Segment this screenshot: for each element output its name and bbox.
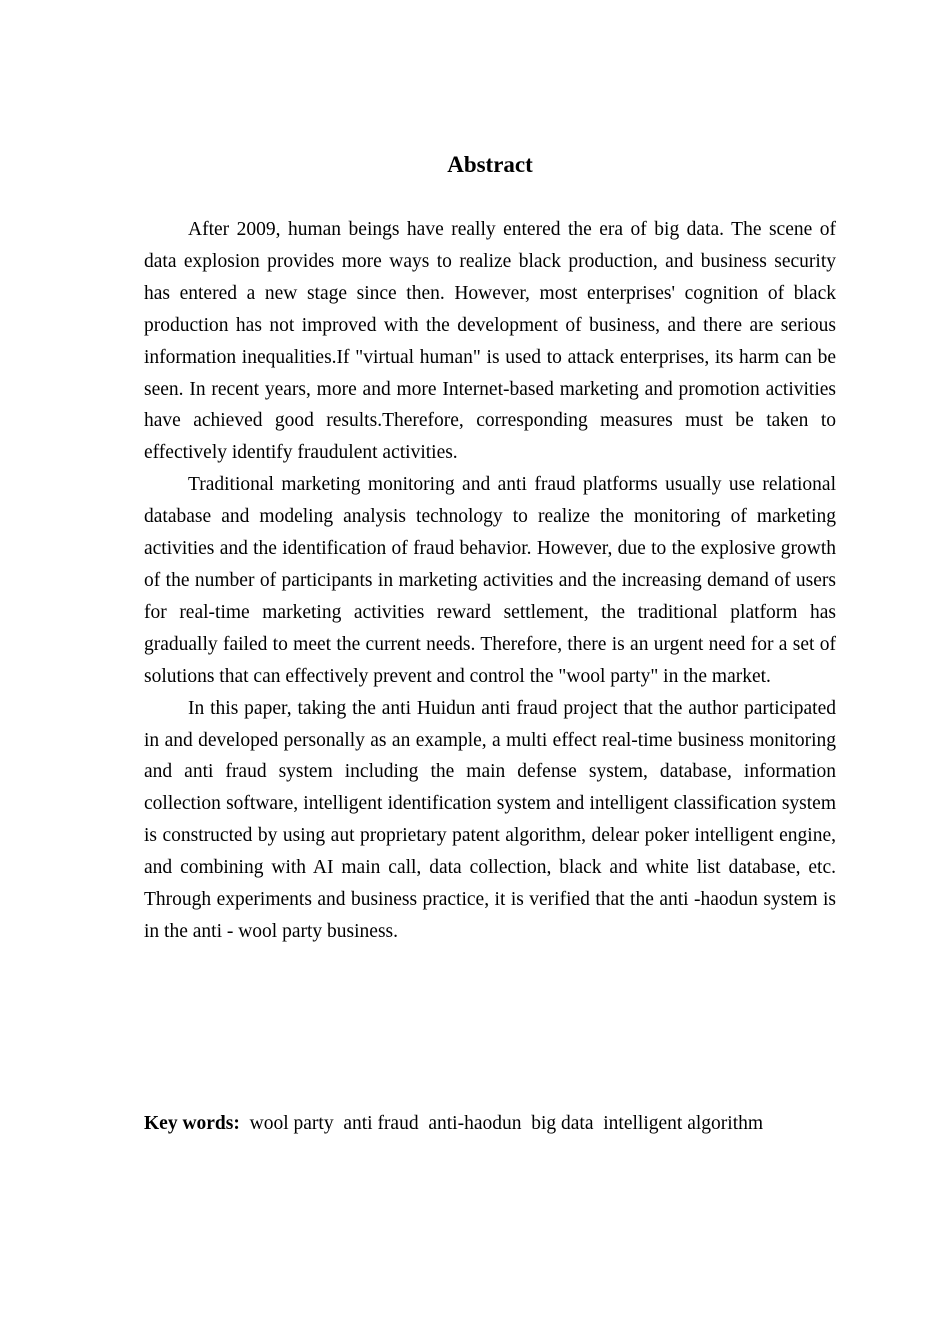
abstract-paragraph-2: Traditional marketing monitoring and anti fraud platforms usually use relational database and modeling analysis technology to realize the monitoring of marketing activities and the identification of fraud behavior. However, due to the explosive growth of the number of participants in marketing activities and the increasing demand of users for real-time marketing activities reward settlement, the traditional platform has gradually failed to meet the current needs. Therefore, there is an urgent need for a set of solutions that can effectively prevent and control the "wool party" in the market. <box>144 474 836 687</box>
abstract-body <box>144 214 836 948</box>
keyword-item: anti-haodun <box>428 1113 522 1134</box>
abstract-title: Abstract <box>447 152 533 177</box>
abstract-paragraph-1: After 2009, human beings have really entered the era of big data. The scene of data explosion provides more ways to realize black production, and business security has entered a new stage since then. However, most enterprises' cognition of black production has not improved with the development of business, and there are serious information inequalities.If "virtual human" is used to attack enterprises, its harm can be seen. In recent years, more and more Internet-based marketing and promotion activities have achieved good results.Therefore, corresponding measures must be taken to effectively identify fraudulent activities. <box>144 219 836 464</box>
keywords-label: Key words: <box>144 1113 240 1134</box>
keyword-item: big data <box>531 1113 594 1134</box>
keyword-item: wool party <box>249 1113 334 1134</box>
keyword-item: intelligent algorithm <box>603 1113 764 1134</box>
abstract-paragraph-3: In this paper, taking the anti Huidun anti fraud project that the author participated in and developed personally as an example, a multi effect real-time business monitoring and anti fraud system including the main defense system, database, information collection software, intelligent identification system and intelligent classification system is constructed by using aut proprietary patent algorithm, delear poker intelligent engine, and combining with AI main call, data collection, black and white list database, etc. Through experiments and business practice, it is verified that the anti -haodun system is in the anti - wool party business. <box>144 697 836 942</box>
keyword-item: anti fraud <box>343 1113 419 1134</box>
keywords-line <box>144 1108 764 1140</box>
